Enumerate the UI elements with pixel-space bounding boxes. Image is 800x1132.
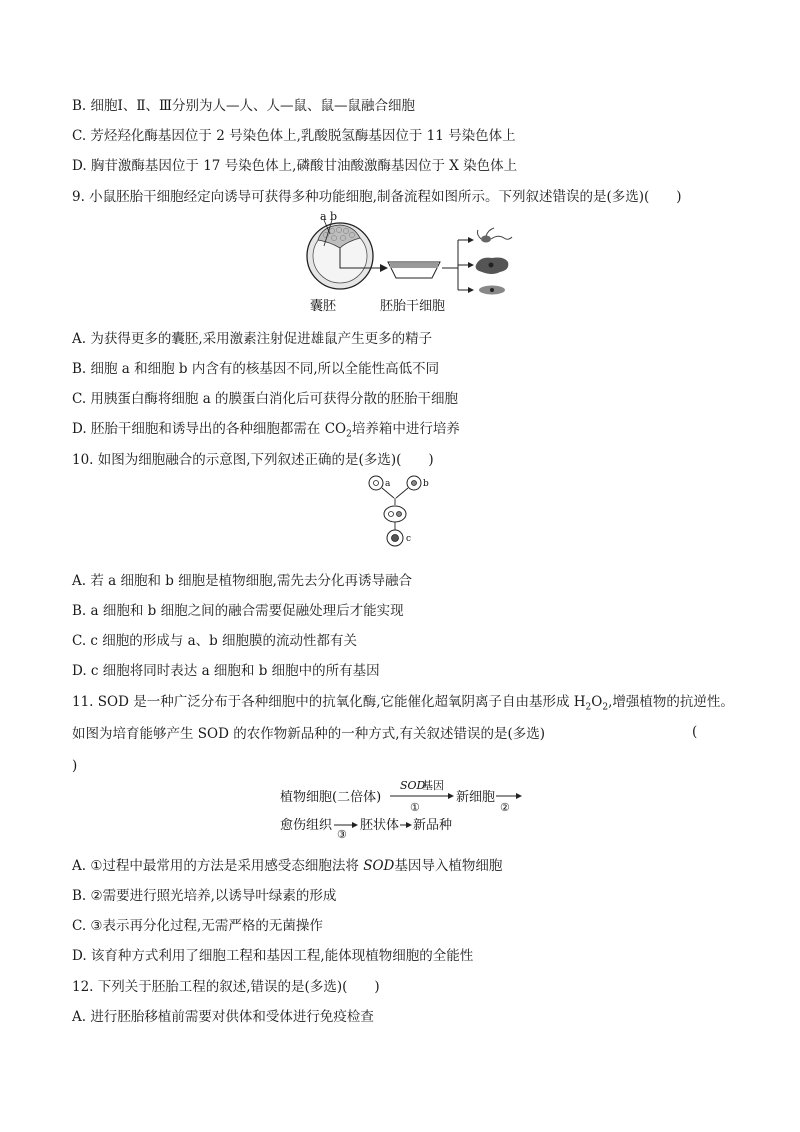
- q11-paren-open: (: [692, 724, 698, 740]
- q10-option-c: C. c 细胞的形成与 a、b 细胞膜的流动性都有关: [72, 633, 358, 649]
- q10-figure: [364, 472, 436, 552]
- neuron-cell-drawing: [477, 228, 512, 243]
- q10-label-c: c: [406, 534, 412, 544]
- flow-callus: 愈伤组织: [280, 818, 333, 833]
- flow-gene-name: SOD: [400, 779, 426, 792]
- q10-option-b: B. a 细胞和 b 细胞之间的融合需要促融处理后才能实现: [72, 603, 404, 619]
- q11-option-b: B. ②需要进行照光培养,以诱导叶绿素的形成: [72, 888, 337, 904]
- q8-option-b: B. 细胞Ⅰ、Ⅱ、Ⅲ分别为人—人、人—鼠、鼠—鼠融合细胞: [72, 98, 416, 114]
- q9-caption-stem-cell: 胚胎干细胞: [380, 299, 446, 314]
- q12-option-a: A. 进行胚胎移植前需要对供体和受体进行免疫检查: [72, 1009, 374, 1025]
- q8-option-c: C. 芳烃羟化酶基因位于 2 号染色体上,乳酸脱氢酶基因位于 11 号染色体上: [72, 128, 516, 144]
- q9-stem: 9. 小鼠胚胎干细胞经定向诱导可获得多种功能细胞,制备流程如图所示。下列叙述错误的是(多选)( ): [72, 189, 682, 205]
- culture-dish-drawing: [388, 262, 440, 278]
- q8-option-d: D. 胸苷激酶基因位于 17 号染色体上,磷酸甘油酸激酶基因位于 X 染色体上: [72, 158, 518, 174]
- q10-label-b: b: [423, 479, 429, 489]
- flat-cell-drawing: [479, 286, 505, 295]
- q9-label-a: a: [320, 210, 327, 223]
- q11-option-c: C. ③表示再分化过程,无需严格的无菌操作: [72, 918, 323, 934]
- muscle-cell-drawing: [476, 258, 509, 275]
- q12-stem: 12. 下列关于胚胎工程的叙述,错误的是(多选)( ): [72, 979, 380, 995]
- q9-option-d: D. 胚胎干细胞和诱导出的各种细胞都需在 $CO_2$培养箱中进行培养: [72, 421, 460, 440]
- q10-stem: 10. 如图为细胞融合的示意图,下列叙述正确的是(多选)( ): [72, 452, 434, 468]
- q9-figure: [296, 208, 520, 316]
- q11-stem-line2: 如图为培育能够产生 SOD 的农作物新品种的一种方式,有关叙述错误的是(多选): [72, 726, 546, 742]
- flow-step-2: ②: [500, 801, 510, 814]
- q11-flow-diagram: [276, 775, 526, 839]
- flow-embryoid: 胚状体: [360, 818, 400, 833]
- cell-c-drawing: [387, 530, 403, 546]
- q9-option-c: C. 用胰蛋白酶将细胞 a 的膜蛋白消化后可获得分散的胚胎干细胞: [72, 391, 459, 407]
- q11-paren-close: ): [72, 758, 78, 774]
- cell-a-drawing: [369, 476, 383, 490]
- q11-option-a: A. ①过程中最常用的方法是采用感受态细胞法将 SOD基因导入植物细胞: [72, 858, 503, 874]
- q9-option-b: B. 细胞 a 和细胞 b 内含有的核基因不同,所以全能性高低不同: [72, 361, 440, 377]
- q9-caption-blastocyst: 囊胚: [310, 299, 337, 314]
- q10-label-a: a: [385, 479, 391, 489]
- cell-b-drawing: [407, 476, 421, 490]
- q10-option-d: D. c 细胞将同时表达 a 细胞和 b 细胞中的所有基因: [72, 663, 380, 679]
- q11-option-d: D. 该育种方式利用了细胞工程和基因工程,能体现植物细胞的全能性: [72, 948, 474, 964]
- flow-plant-cell: 植物细胞(二倍体): [280, 790, 382, 805]
- q9-label-b: b: [330, 210, 338, 223]
- q10-option-a: A. 若 a 细胞和 b 细胞是植物细胞,需先去分化再诱导融合: [72, 573, 412, 589]
- q11-stem-line1: 11. SOD 是一种广泛分布于各种细胞中的抗氧化酶,它能催化超氧阴离子自由基形成 $H_2O_2$,增强植物的抗逆性。: [72, 694, 734, 713]
- q9-option-a: A. 为获得更多的囊胚,采用激素注射促进雄鼠产生更多的精子: [72, 331, 433, 347]
- fused-cell-drawing: [384, 506, 406, 522]
- flow-new-cell: 新细胞: [456, 790, 496, 805]
- flow-new-variety: 新品种: [413, 818, 453, 833]
- flow-step-1: ①: [410, 801, 420, 814]
- flow-gene-suffix: 基因: [422, 779, 444, 792]
- flow-step-3: ③: [337, 828, 347, 839]
